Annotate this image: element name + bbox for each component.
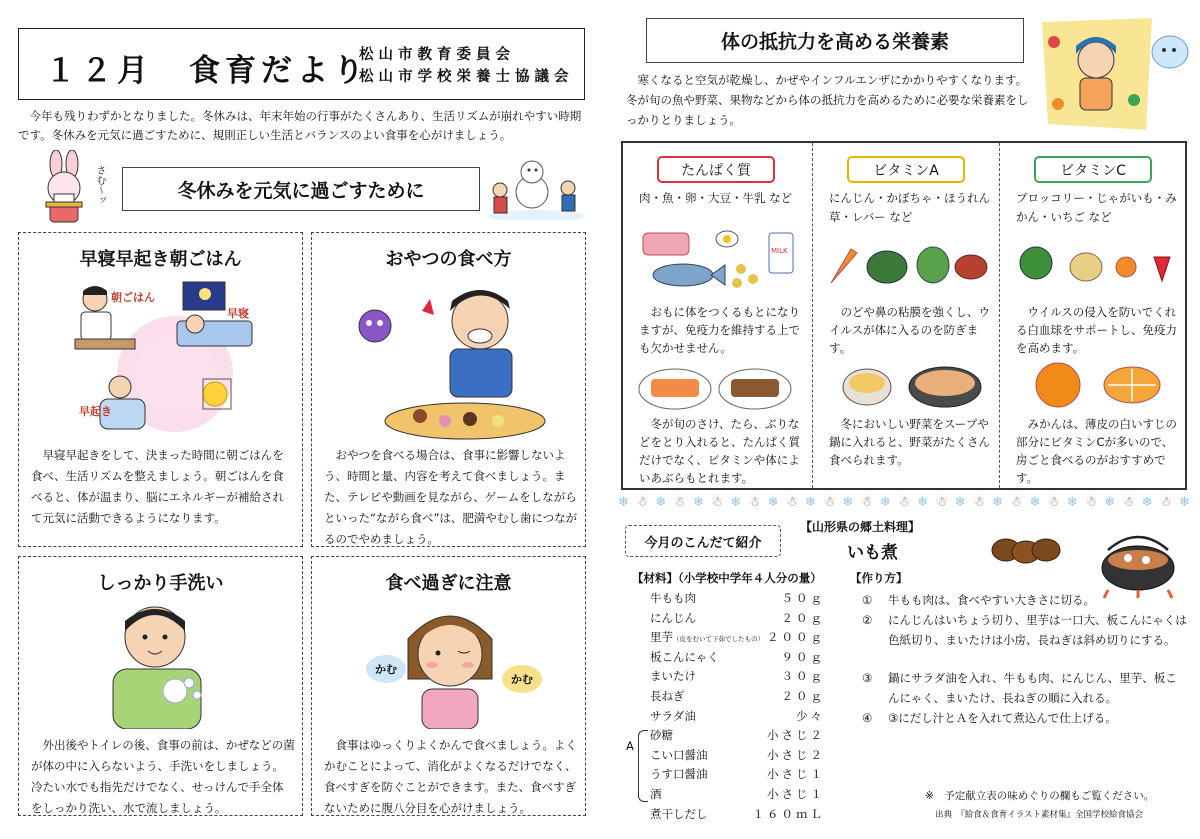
snowman-icon: ☃: [972, 494, 985, 510]
snowflake-icon: ❄: [992, 494, 1003, 510]
panel-overeat: [311, 556, 586, 816]
step-text: 鍋にサラダ油を入れ、牛もも肉、にんじん、里芋、板こんにゃく、まいたけ、長ねぎの順に入れる。: [888, 671, 1177, 705]
kid-vs-germs-illustration: [1034, 12, 1190, 132]
snowman-icon: ☃: [636, 494, 648, 510]
snowflake-icon: ❄: [954, 494, 966, 510]
section-banner-resistance: 体の抵抗力を高める栄養素: [646, 18, 1024, 63]
resistance-intro: 寒くなると空気が乾燥し、かぜやインフルエンザにかかりやすくなります。冬が旬の魚や野菜、果物などから体の抵抗力を高めるために必要な栄養素をしっかりとりましょう。: [626, 73, 1029, 127]
label-breakfast: 朝ごはん: [111, 291, 155, 304]
footnote: ※ 予定献立表の味めぐりの欄もご覧ください。: [925, 790, 1155, 802]
ingredient-row: [650, 668, 825, 687]
snowman-icon: ☃: [860, 494, 873, 510]
imoni-illustration: [988, 520, 1188, 600]
panel-snack: [311, 232, 586, 547]
ingredient-qty: 小さじ２: [767, 728, 825, 743]
menu-banner: 今月のこんだて紹介: [625, 525, 781, 557]
snowflake-icon: ❄: [842, 494, 854, 510]
snowflake-icon: ❄: [1104, 494, 1116, 510]
snowflake-icon: ❄: [655, 494, 667, 510]
nutrient-foods: 肉・魚・卵・大豆・牛乳 など: [639, 191, 793, 205]
snowflake-divider: [618, 492, 1190, 512]
nutrient-desc-2: みかんは、薄皮の白いすじの部分にビタミンCが多いので、房ごと食べるのがおすすめです。: [1016, 417, 1177, 485]
chew-label-right: かむ: [502, 665, 542, 693]
snowman-icon: ☃: [711, 494, 723, 510]
snowflake-icon: ❄: [1029, 494, 1041, 510]
snowman-icon: ☃: [1160, 494, 1172, 510]
ingredient-qty: ２０ｇ: [781, 689, 825, 703]
snowflake-icon: ❄: [805, 494, 816, 510]
ingredient-row: [650, 688, 825, 707]
panel-title: しっかり手洗い: [97, 573, 224, 594]
ingredient-row: [650, 708, 825, 727]
nutrient-desc-2: 冬が旬のさけ、たら、ぶりなどをとり入れると、たんぱく質だけでなく、ビタミンや体によいあぶらもとれます。: [639, 417, 800, 485]
ingredient-name: 板こんにゃく: [650, 649, 719, 664]
panel-title: 早寝早起き朝ごはん: [79, 249, 242, 270]
ingredient-row: [650, 747, 825, 766]
nutrient-foods: にんじん・かぼちゃ・ほうれん草・レバー など: [829, 191, 990, 224]
panel-early-sleep: [18, 232, 303, 547]
title-box: [18, 28, 585, 100]
snowflake-icon: ❄: [879, 494, 891, 510]
ingredient-qty: ２０ｇ: [781, 610, 825, 625]
nutrient-desc-1: おもに体をつくるもとになりますが、免疫力を維持する上でも欠かせません。: [639, 305, 800, 355]
step-number: ③: [862, 671, 873, 685]
snowflake-icon: ❄: [1141, 494, 1153, 510]
snowman-icon: ☃: [748, 494, 761, 510]
snowman-icon: ☃: [1047, 494, 1060, 510]
nutrient-foods: ブロッコリー・じゃがいも・みかん・いちご など: [1016, 191, 1177, 224]
ingredient-qty: １６０ｍＬ: [752, 806, 825, 821]
section-banner-winter: 冬休みを元気に過ごすために: [122, 167, 480, 211]
step-item: [862, 590, 1187, 610]
nutrient-vitamin-a: [812, 143, 999, 488]
panel-text: おやつを食べる場合は、食事に影響しないよう、時間と量、内容を考えて食べましょう。また、テレビや動画を見ながら、ゲームをしながらといった“ながら食べ”は、肥満やむし歯につながるのでやめましょう。: [324, 448, 578, 546]
page-title: １２月 食育だより: [45, 53, 369, 89]
step-number: ②: [862, 613, 873, 627]
nutrient-desc-2: 冬においしい野菜をスープや鍋に入れると、野菜がたくさん食べられます。: [829, 417, 990, 467]
ingredient-note: （皮をむいて下茹でしたもの）: [673, 635, 764, 644]
ingredient-name: こい口醤油: [650, 747, 708, 762]
soup-pot-illustration: [835, 355, 985, 409]
step-number: ①: [862, 593, 873, 607]
chew-label-left: かむ: [366, 655, 406, 683]
snowman-icon: ☃: [673, 494, 686, 510]
step-number: ④: [862, 711, 873, 725]
panel-text: 食事はゆっくりよくかんで食べましょう。よくかむことによって、消化がよくなるだけでなく、食べすぎを防ぐことができます。また、食べすぎないために腹八分目を心がけましょう。: [324, 738, 577, 815]
salmon-illustration: [637, 361, 797, 413]
nutrient-protein: [623, 143, 812, 488]
snowflake-icon: ❄: [1066, 494, 1078, 510]
nutrient-label: ビタミンC: [1034, 156, 1152, 183]
chewing-girl-illustration: [394, 599, 506, 729]
ingredient-name: 里芋: [650, 630, 673, 645]
ingredient-row: [650, 727, 825, 746]
snowman-icon: ☃: [898, 494, 910, 510]
intro-text: 今年も残りわずかとなりました。冬休みは、年末年始の行事がたくさんあり、生活リズムが崩れやすい時期です。冬休みを元気に過ごすために、規則正しい生活とバランスのよい食事を心がけましょう。: [18, 109, 582, 142]
ingredient-qty: ３０ｇ: [781, 669, 825, 684]
nutrient-vitamin-c: [999, 143, 1185, 488]
nutrient-label: ビタミンA: [847, 156, 965, 183]
vitamin-a-foods-illustration: [825, 243, 990, 287]
ingredient-name: 酒: [650, 787, 662, 801]
snack-boy-illustration: [350, 281, 560, 449]
dish-name: いも煮: [847, 543, 898, 563]
snowman-icon: ☃: [823, 494, 836, 510]
snowflake-icon: ❄: [692, 494, 704, 510]
vitamin-c-foods-illustration: [1014, 243, 1179, 287]
ingredient-name: 砂糖: [650, 728, 673, 743]
ingredient-name: 煮干しだし: [650, 806, 708, 821]
source-credit: 出典 『給食＆食育イラスト素材集』全国学校給食協会: [935, 810, 1143, 820]
snowman-icon: ☃: [935, 494, 948, 510]
handwash-illustration: [93, 599, 223, 729]
snowflake-icon: ❄: [730, 494, 742, 510]
mikan-illustration: [1028, 355, 1168, 409]
nutrient-desc-1: のどや鼻の粘膜を強くし、ウイルスが体に入るのを防ぎます。: [829, 305, 990, 355]
step-text: 牛もも肉は、食べやすい大きさに切る。: [888, 593, 1095, 607]
snowman-icon: ☃: [1010, 494, 1023, 510]
snowman-icon: ☃: [785, 494, 798, 510]
ingredient-row: [650, 590, 825, 609]
ingredient-row: [650, 610, 825, 629]
snowflake-icon: ❄: [767, 494, 779, 510]
panel-text: 早寝早起きをして、決まった時間に朝ごはんを食べ、生活リズムを整えましょう。朝ごはんを食べると、体が温まり、脳にエネルギーが補給されて元気に活動できるようになります。: [31, 448, 284, 525]
ingredient-qty: 小さじ１: [767, 767, 825, 782]
rabbit-speech: さむ〜ッ: [94, 165, 105, 205]
ingredient-row: [650, 786, 825, 805]
snowflake-icon: ❄: [917, 494, 929, 510]
panel-text: 外出後やトイレの後、食事の前は、かぜなどの菌が体の中に入らないよう、手洗いをしましょう。冷たい水でも指先だけでなく、せっけんで手全体をしっかり洗い、水で流しましょう。: [31, 738, 295, 815]
label-early-sleep: 早寝: [227, 307, 249, 320]
ingredient-qty: 少々: [796, 708, 825, 723]
protein-foods-illustration: [641, 227, 801, 291]
panel-handwash: [18, 556, 303, 816]
group-label-a: A: [626, 739, 634, 753]
step-item: [862, 610, 1187, 650]
step-text: ③にだし汁とＡを入れて煮込んで仕上げる。: [888, 711, 1117, 725]
ingredient-qty: 小さじ１: [767, 787, 825, 801]
label-early-rise: 早起き: [79, 405, 112, 418]
ingredient-qty: ５０ｇ: [781, 591, 825, 605]
nutrient-label: たんぱく質: [657, 156, 775, 183]
ingredient-name: 長ねぎ: [650, 689, 685, 703]
step-item: [862, 668, 1187, 708]
ingredient-row: [650, 766, 825, 785]
steps-header: 【作り方】: [850, 571, 908, 585]
nutrient-desc-1: ウイルスの侵入を防いでくれる白血球をサポートし、免疫力を高めます。: [1016, 305, 1177, 355]
ingredient-row: [650, 806, 825, 825]
ingredient-name: にんじん: [650, 610, 696, 625]
group-bracket: [638, 730, 648, 802]
snow-kids-illustration: [486, 152, 586, 220]
ingredient-name: うす口醤油: [650, 767, 708, 782]
org-line-2: 松山市学校栄養士協議会: [359, 69, 574, 85]
ingredient-qty: ９０ｇ: [781, 649, 825, 664]
panel-title: おやつの食べ方: [385, 249, 512, 270]
ingredient-row: [650, 629, 825, 648]
milk-label: MILK: [771, 247, 788, 255]
ingredient-qty: 小さじ２: [767, 747, 825, 762]
snowman-icon: ☃: [1122, 494, 1135, 510]
org-line-1: 松山市教育委員会: [359, 47, 515, 63]
ingredient-row: [650, 649, 825, 668]
step-text: にんじんはいちょう切り、里芋は一口大、板こんにゃくは色紙切り、まいたけは小房、長ねぎは斜め切りにする。: [888, 613, 1187, 647]
ingredients-header: 【材料】（小学校中学年４人分の量）: [632, 571, 822, 585]
dish-region: 【山形県の郷土料理】: [800, 520, 921, 534]
ingredient-name: 牛もも肉: [650, 591, 696, 605]
snowflake-icon: ❄: [618, 494, 629, 510]
ingredient-name: サラダ油: [650, 708, 696, 723]
ingredient-qty: ２００ｇ: [767, 630, 825, 645]
panel-title: 食べ過ぎに注意: [385, 573, 512, 594]
snowman-icon: ☃: [1085, 494, 1097, 510]
nutrient-table: [621, 141, 1187, 490]
snowflake-icon: ❄: [1179, 494, 1190, 510]
ingredient-name: まいたけ: [650, 669, 696, 684]
step-item: [862, 708, 1187, 728]
